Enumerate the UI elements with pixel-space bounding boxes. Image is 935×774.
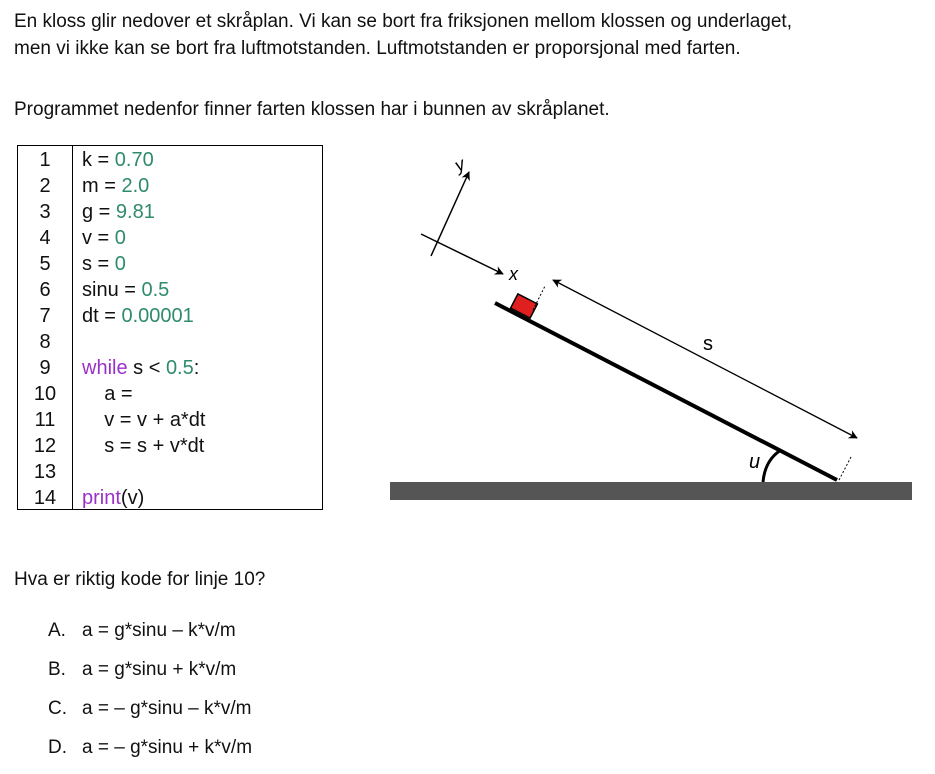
- code-line-7: dt = 0.00001: [82, 305, 194, 327]
- option-text: a = – g*sinu – k*v/m: [82, 698, 252, 719]
- intro-text: [14, 8, 792, 62]
- option-letter: D.: [48, 737, 67, 758]
- line-number: 14: [33, 487, 57, 509]
- code-line-1: k = 0.70: [82, 149, 154, 171]
- option-letter: C.: [48, 698, 67, 719]
- intro-line-2: men vi ikke kan se bort fra luftmotstanden. Luftmotstanden er proporsjonal med farten.: [14, 38, 741, 59]
- x-axis-arrow: [421, 234, 503, 274]
- x-axis-label: x: [509, 264, 518, 284]
- line-number: 12: [33, 435, 57, 457]
- code-line-2: m = 2.0: [82, 175, 150, 197]
- distance-label: s: [703, 333, 713, 355]
- question-text: Hva er riktig kode for linje 10?: [14, 569, 266, 590]
- option-text: a = g*sinu – k*v/m: [82, 620, 236, 641]
- option-a[interactable]: [48, 617, 236, 644]
- code-line-12: s = s + v*dt: [82, 435, 205, 457]
- angle-label: u: [749, 451, 761, 473]
- angle-arc: [763, 450, 781, 482]
- line-number: 11: [34, 409, 56, 431]
- code-line-14: print(v): [82, 487, 145, 509]
- intro-line-1: En kloss glir nedover et skråplan. Vi kan se bort fra friksjonen mellom klossen og underlaget,: [14, 11, 792, 32]
- option-letter: B.: [48, 659, 66, 680]
- code-line-4: v = 0: [82, 227, 126, 249]
- y-axis-label: y: [451, 153, 468, 176]
- option-text: a = g*sinu + k*v/m: [82, 659, 237, 680]
- code-divider: [72, 146, 73, 509]
- line-number: 7: [39, 305, 51, 327]
- line-number: 3: [39, 201, 51, 223]
- incline-diagram: [385, 150, 915, 510]
- measure-tick-bottom: [839, 457, 851, 480]
- line-number: 5: [39, 253, 51, 275]
- line-number: 8: [39, 331, 51, 353]
- task-text: Programmet nedenfor finner farten klossen har i bunnen av skråplanet.: [14, 99, 610, 120]
- line-number: 10: [33, 383, 57, 405]
- option-c[interactable]: [48, 695, 252, 722]
- code-line-11: v = v + a*dt: [82, 409, 206, 431]
- code-line-9: while s < 0.5:: [82, 357, 200, 379]
- line-number: 4: [39, 227, 51, 249]
- measure-tick-top: [533, 286, 545, 310]
- line-number: 13: [33, 461, 57, 483]
- code-line-5: s = 0: [82, 253, 126, 275]
- code-line-10: a =: [82, 383, 139, 405]
- line-number: 6: [39, 279, 51, 301]
- ground: [390, 482, 912, 500]
- line-number: 1: [39, 149, 51, 171]
- incline-surface: [495, 303, 837, 480]
- line-number: 9: [39, 357, 51, 379]
- line-number: 2: [39, 175, 51, 197]
- code-line-3: g = 9.81: [82, 201, 155, 223]
- option-b[interactable]: [48, 656, 236, 683]
- y-axis-arrow: [431, 172, 469, 256]
- option-letter: A.: [48, 620, 66, 641]
- distance-arrow: [553, 280, 857, 438]
- code-listing: [17, 145, 323, 510]
- option-d[interactable]: [48, 734, 252, 761]
- option-text: a = – g*sinu + k*v/m: [82, 737, 253, 758]
- code-line-6: sinu = 0.5: [82, 279, 170, 301]
